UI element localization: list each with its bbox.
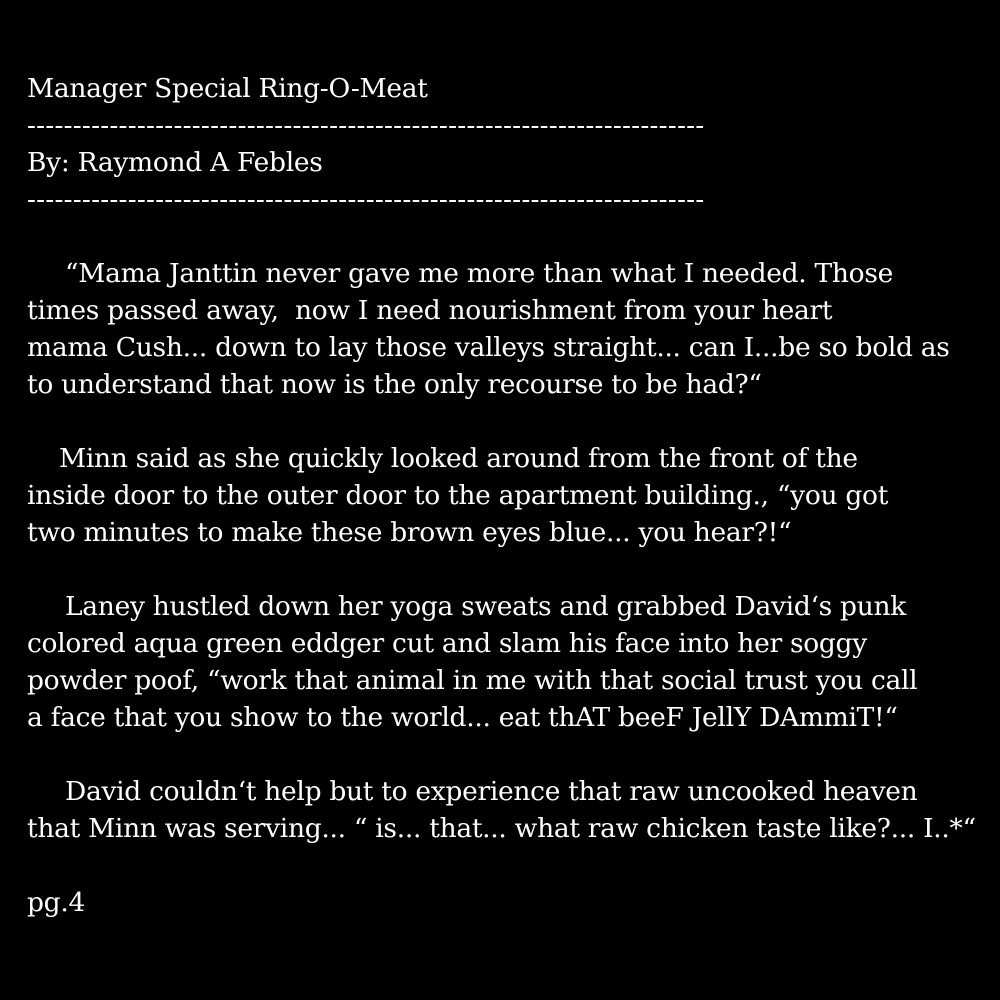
byline-divider: -------------------------------------------------------------------------- bbox=[27, 184, 705, 215]
paragraph-line: a face that you show to the world... eat thAT beeF JellY DAmmiT!“ bbox=[27, 702, 898, 733]
story-title: Manager Special Ring-O-Meat bbox=[27, 73, 428, 104]
story-page bbox=[27, 70, 977, 921]
paragraph-2 bbox=[27, 440, 977, 551]
paragraph-line: times passed away, now I need nourishment from your heart bbox=[27, 295, 833, 326]
paragraph-line: Laney hustled down her yoga sweats and grabbed David‘s punk bbox=[65, 591, 906, 622]
paragraph-3 bbox=[27, 588, 977, 736]
page-footer bbox=[27, 884, 977, 921]
title-divider: -------------------------------------------------------------------------- bbox=[27, 110, 705, 141]
paragraph-4 bbox=[27, 773, 977, 847]
paragraph-line: Minn said as she quickly looked around from the front of the bbox=[59, 443, 858, 474]
paragraph-1 bbox=[27, 255, 977, 403]
paragraph-line: “Mama Janttin never gave me more than what I needed. Those bbox=[65, 258, 893, 289]
page-number: pg.4 bbox=[27, 887, 86, 918]
paragraph-line: two minutes to make these brown eyes blue... you hear?!“ bbox=[27, 517, 792, 548]
paragraph-line: to understand that now is the only recourse to be had?“ bbox=[27, 369, 762, 400]
paragraph-line: that Minn was serving... “ is... that... what raw chicken taste like?... I..*“ bbox=[27, 813, 976, 844]
paragraph-line: powder poof, “work that animal in me with that social trust you call bbox=[27, 665, 918, 696]
author-byline: By: Raymond A Febles bbox=[27, 147, 323, 178]
paragraph-line: mama Cush... down to lay those valleys straight... can I...be so bold as bbox=[27, 332, 950, 363]
paragraph-line: colored aqua green eddger cut and slam his face into her soggy bbox=[27, 628, 867, 659]
paragraph-line: inside door to the outer door to the apartment building., “you got bbox=[27, 480, 889, 511]
paragraph-line: David couldn‘t help but to experience that raw uncooked heaven bbox=[65, 776, 918, 807]
